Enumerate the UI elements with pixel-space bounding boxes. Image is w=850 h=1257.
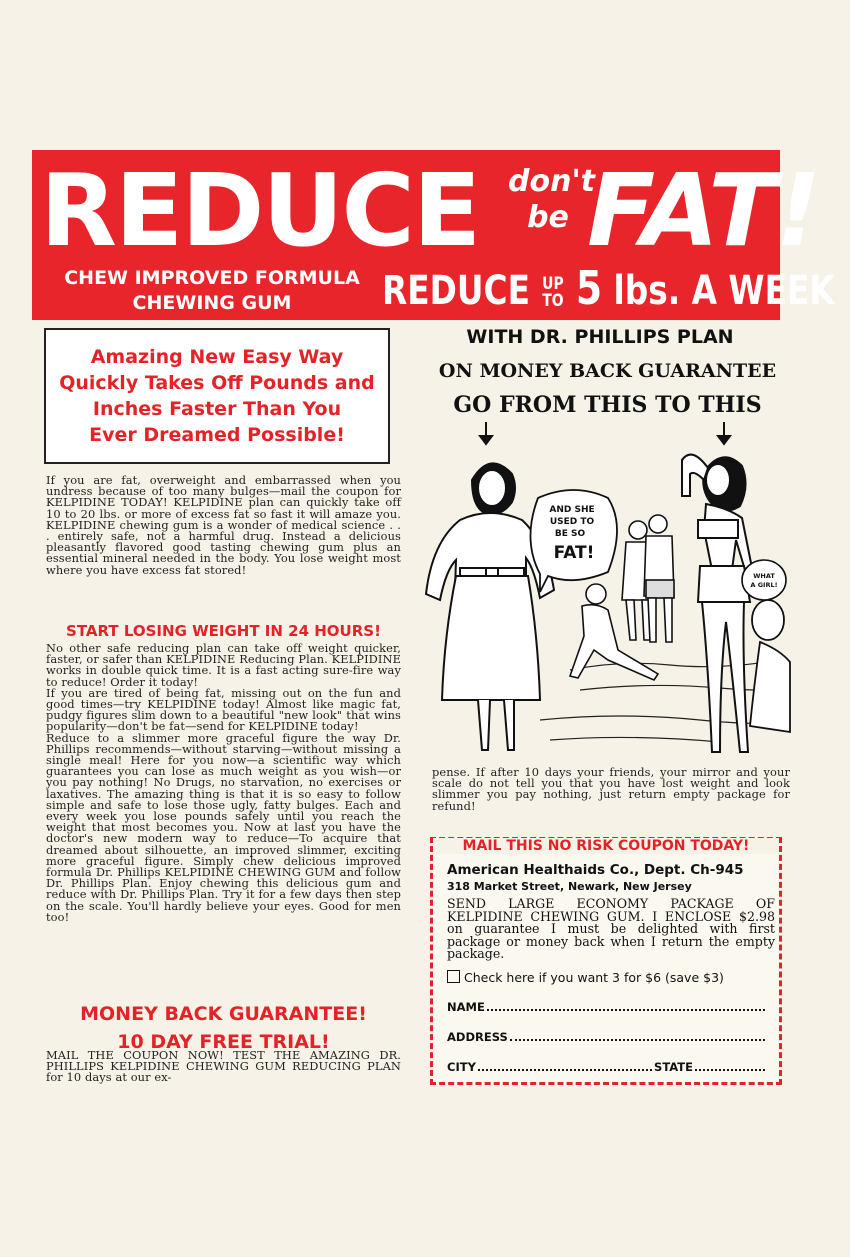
- down-arrow-icon: [480, 422, 492, 444]
- reduce-word-small: REDUCE: [382, 268, 531, 314]
- before-after-illustration: [420, 420, 790, 765]
- chew-line-2: CHEWING GUM: [132, 292, 292, 314]
- headline-banner: [32, 150, 835, 320]
- plan-heading: WITH DR. PHILLIPS PLAN: [466, 326, 734, 348]
- main-body-text: [46, 643, 401, 923]
- name-field: [447, 1000, 767, 1014]
- claim-line-4: Ever Dreamed Possible!: [89, 424, 345, 446]
- start-losing-heading: START LOSING WEIGHT IN 24 HOURS!: [66, 622, 381, 640]
- claim-line-1: Amazing New Easy Way: [90, 346, 344, 368]
- bubble-text: BE SO: [554, 529, 586, 539]
- company-name: American Healthaids Co., Dept. Ch-945: [447, 862, 744, 878]
- state-input[interactable]: [695, 1060, 765, 1071]
- be-word: be: [527, 200, 569, 235]
- dont-word: don't: [508, 164, 595, 199]
- order-coupon: [430, 837, 782, 1085]
- go-from-heading: GO FROM THIS TO THIS: [453, 392, 762, 418]
- up-to-stack: [541, 276, 564, 310]
- fat-headline: FAT!: [587, 152, 821, 269]
- speech-bubble: [742, 560, 786, 600]
- name-label: NAME: [447, 1000, 485, 1014]
- bubble-text: USED TO: [549, 517, 595, 527]
- address-label: ADDRESS: [447, 1030, 508, 1044]
- lbs-week-text: lbs. A WEEK: [613, 268, 835, 314]
- reduce-per-week-subhead: [382, 261, 835, 317]
- body-paragraph: If you are tired of being fat, missing out on the fun and good times—try KELPIDINE today! Almost like magic fat, pudgy figures slim down to a beautiful "new look" that wins popularity—don't be fat—send for KELPIDINE today!: [46, 685, 401, 734]
- three-pack-label: Check here if you want 3 for $6 (save $3): [464, 970, 724, 985]
- dont-be-text: [508, 164, 595, 236]
- name-input[interactable]: [487, 1000, 765, 1011]
- body-paragraph: No other safe reducing plan can take off weight quicker, faster, or safer than KELPIDINE Reducing Plan. KELPIDINE works in double quick time. It is a fast acting sure-fire way to reduce! Order it today!: [46, 641, 401, 689]
- refund-paragraph: pense. If after 10 days your friends, your mirror and your scale do not tell you that you have lost weight and look slimmer you pay nothing, just return empty package for refund!: [432, 765, 790, 813]
- bubble-text: WHAT: [753, 572, 775, 580]
- address-field: [447, 1030, 767, 1044]
- city-label: CITY: [447, 1060, 476, 1074]
- address-input[interactable]: [510, 1030, 765, 1041]
- three-pack-checkbox[interactable]: [447, 970, 460, 983]
- to-word: TO: [542, 291, 564, 311]
- claim-line-2: Quickly Takes Off Pounds and: [59, 372, 375, 394]
- bubble-fat-text: FAT!: [553, 543, 595, 563]
- chew-line-1: CHEW IMPROVED FORMULA: [64, 267, 360, 289]
- amazing-claim-box: [44, 328, 390, 464]
- claim-line-3: Inches Faster Than You: [92, 398, 342, 420]
- five-number: 5: [575, 261, 603, 315]
- city-input[interactable]: [478, 1060, 652, 1071]
- city-state-field: [447, 1060, 767, 1074]
- bubble-text: AND SHE: [549, 505, 595, 515]
- down-arrow-icon: [718, 422, 730, 444]
- reduce-headline: REDUCE: [40, 152, 480, 269]
- state-label: STATE: [654, 1060, 693, 1074]
- money-back-heading: ON MONEY BACK GUARANTEE: [438, 360, 777, 382]
- body-paragraph: Reduce to a slimmer more graceful figure the way Dr. Phillips recommends—without starving—without missing a single meal! Here for you now—a scientific way which guarantees you can lose as much weight as you wish—or you pay nothing! No Drugs, no starvation, no exercises or laxatives. The amazing thing is that it is so easy to follow simple and safe to lose those ugly, fatty bulges. Each and every week you lose pounds safely until you reach the weight that most becomes you. Now at last you have the doctor's new modern way to reduce—To acquire that dreamed about silhouette, an improved slimmer, exciting more graceful figure. Simply chew delicious improved formula Dr. Phillips KELPIDINE CHEWING GUM and follow Dr. Phillips Plan. Enjoy chewing this delicious gum and reduce with Dr. Phillips Plan. Try it for a few days then step on the scale. You'll hardly believe your eyes. Good for men too!: [46, 730, 401, 924]
- guarantee-line-1: MONEY BACK GUARANTEE!: [80, 1003, 367, 1025]
- up-word: UP: [542, 274, 564, 294]
- company-address: 318 Market Street, Newark, New Jersey: [447, 880, 692, 893]
- order-instructions: SEND LARGE ECONOMY PACKAGE OF KELPIDINE CHEWING GUM. I ENCLOSE $2.98 on guarantee I must be delighted with first package or money back when I return the empty package.: [447, 896, 775, 962]
- bubble-text: A GIRL!: [750, 581, 778, 589]
- three-pack-option: [447, 970, 724, 985]
- swimming-man-figure: [750, 600, 790, 732]
- intro-paragraph: If you are fat, overweight and embarrassed when you undress because of too many bulges—mail the coupon for KELPIDINE TODAY! KELPIDINE plan can quickly take off 10 to 20 lbs. or more of excess fat so fast it will amaze you. KELPIDINE chewing gum is a wonder of medical science . . . entirely safe, not a harmful drug. Instead a delicious pleasantly flavored good tasting chewing gum plus an essential mineral needed in the body. You lose weight most where you have excess fat stored!: [46, 473, 401, 577]
- final-paragraph: MAIL THE COUPON NOW! TEST THE AMAZING DR. PHILLIPS KELPIDINE CHEWING GUM REDUCING PLAN for 10 days at our ex-: [46, 1048, 401, 1085]
- chew-gum-subhead: [46, 266, 378, 316]
- slim-woman-figure: [682, 455, 754, 752]
- speech-bubble: [530, 490, 617, 592]
- coupon-title: MAIL THIS NO RISK COUPON TODAY!: [433, 838, 779, 854]
- guarantee-line-2: 10 DAY FREE TRIAL!: [117, 1031, 330, 1053]
